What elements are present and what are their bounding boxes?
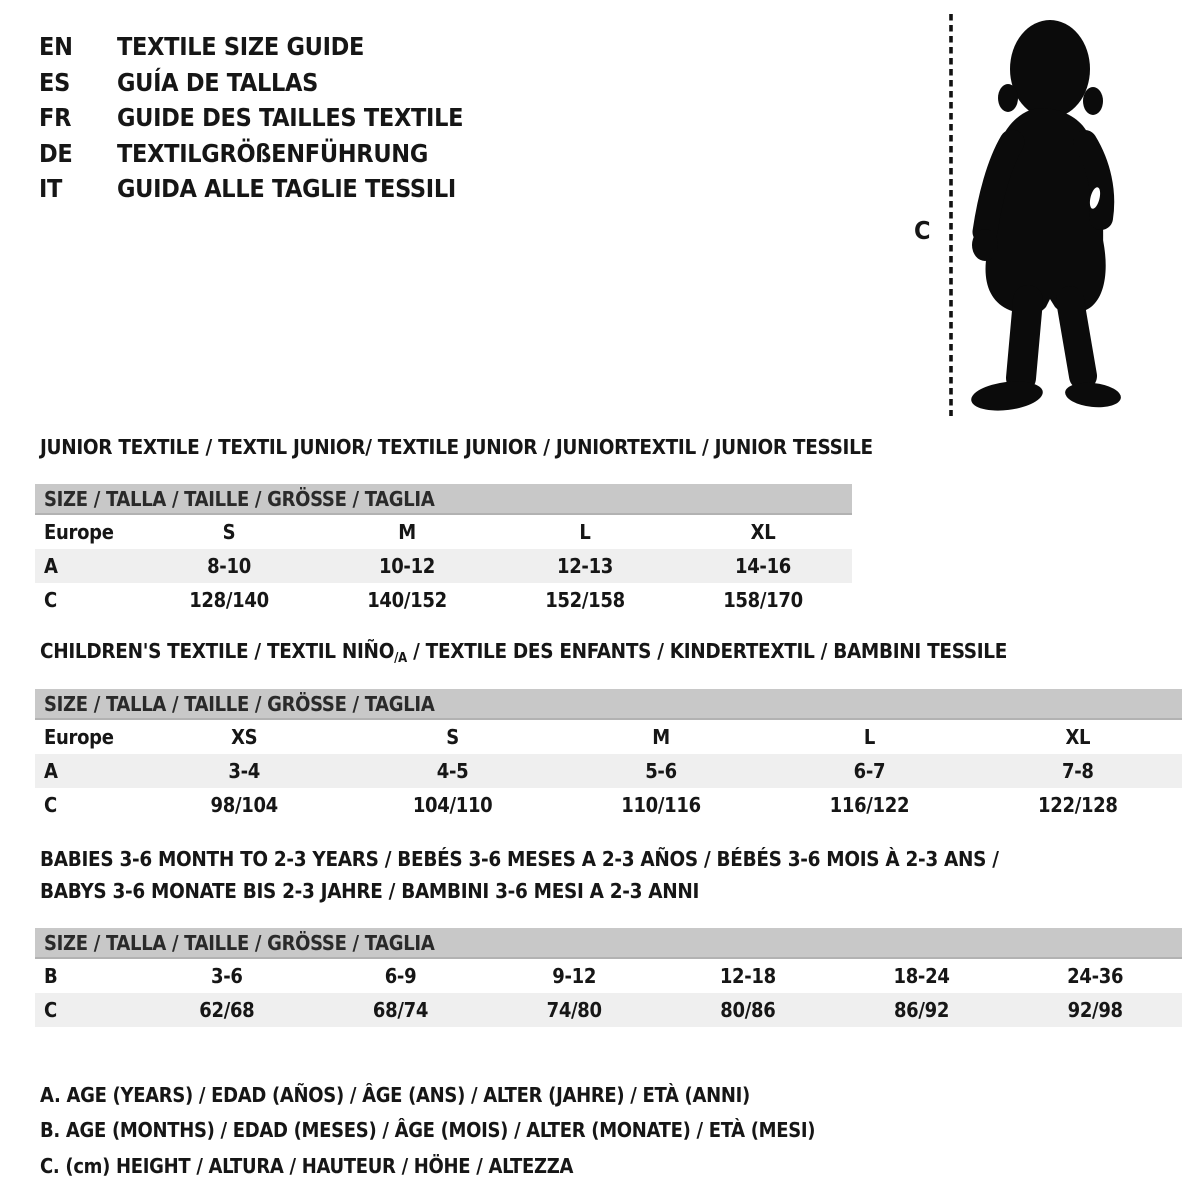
table-cell: XL [750, 520, 776, 544]
table-cell: 3-4 [228, 759, 261, 783]
table-cell: 116/122 [829, 793, 910, 817]
table-cell: 24-36 [1067, 964, 1124, 988]
legend-line-a: A. AGE (YEARS) / EDAD (AÑOS) / ÂGE (ANS) / ALTER (JAHRE) / ETÀ (ANNI) [40, 1082, 750, 1107]
table-cell: 5-6 [645, 759, 677, 783]
table-cell: M [398, 520, 416, 544]
table-cell: 3-6 [211, 964, 243, 988]
table-cell: 152/158 [545, 588, 625, 612]
row-label: C [44, 588, 57, 612]
table-cell: S [446, 725, 459, 749]
table-cell: 18-24 [893, 964, 950, 988]
table-cell: 80/86 [720, 998, 776, 1022]
babies-size-table [35, 928, 1182, 1027]
language-code: IT [39, 174, 63, 204]
dashed-height-line [948, 14, 954, 416]
babies-section-heading [40, 843, 999, 907]
children-section-heading [40, 640, 1007, 670]
table-cell: 8-10 [207, 554, 251, 578]
size-header-bar: SIZE / TALLA / TAILLE / GRÖSSE / TAGLIA [35, 928, 1182, 959]
table-cell: M [652, 725, 670, 749]
table-row [35, 720, 1182, 754]
table-row [35, 515, 852, 549]
list-item [39, 171, 463, 207]
table-row [35, 993, 1182, 1027]
table-cell: 110/116 [621, 793, 701, 817]
table-cell: 12-18 [719, 964, 776, 988]
language-code: FR [39, 103, 72, 133]
guide-title: GUÍA DE TALLAS [117, 67, 319, 97]
list-item [39, 29, 463, 65]
list-item [39, 100, 463, 136]
babies-heading-line2: BABYS 3-6 MONATE BIS 2-3 JAHRE / BAMBINI 3-6 MESI A 2-3 ANNI [40, 879, 700, 903]
table-cell: XL [1065, 725, 1091, 749]
babies-heading-line1: BABIES 3-6 MONTH TO 2-3 YEARS / BEBÉS 3-6 MESES A 2-3 AÑOS / BÉBÉS 3-6 MOIS À 2-3 ANS / [40, 847, 999, 871]
children-size-table [35, 689, 1182, 822]
measurement-legend [40, 1077, 815, 1184]
language-code: EN [39, 32, 73, 62]
table-row [35, 959, 1182, 993]
table-cell: L [579, 520, 591, 544]
table-row [35, 788, 1182, 822]
table-cell: 12-13 [556, 554, 614, 578]
table-cell: 4-5 [436, 759, 469, 783]
size-header-bar: SIZE / TALLA / TAILLE / GRÖSSE / TAGLIA [35, 484, 852, 515]
language-title-list [39, 29, 463, 207]
row-label: C [44, 998, 57, 1022]
table-row [35, 754, 1182, 788]
list-item [39, 136, 463, 172]
table-cell: 104/110 [412, 793, 493, 817]
table-cell: 62/68 [199, 998, 255, 1022]
children-heading-suffix: / TEXTILE DES ENFANTS / KINDERTEXTIL / BAMBINI TESSILE [407, 639, 1008, 663]
children-heading-subscript: /A [394, 651, 408, 666]
table-cell: 140/152 [367, 588, 447, 612]
table-cell: L [863, 725, 875, 749]
children-heading-prefix: CHILDREN'S TEXTILE / TEXTIL NIÑO [40, 639, 395, 663]
guide-title: TEXTILGRÖßENFÜHRUNG [117, 138, 428, 168]
toddler-silhouette-icon [966, 12, 1144, 416]
table-cell: 128/140 [189, 588, 269, 612]
table-cell: 6-9 [384, 964, 417, 988]
language-code: DE [39, 138, 73, 168]
junior-section-heading: JUNIOR TEXTILE / TEXTIL JUNIOR/ TEXTILE JUNIOR / JUNIORTEXTIL / JUNIOR TESSILE [40, 435, 873, 459]
table-cell: 122/128 [1038, 793, 1118, 817]
table-cell: 6-7 [853, 759, 886, 783]
table-cell: 74/80 [546, 998, 602, 1022]
row-label: A [44, 759, 58, 783]
table-cell: 98/104 [210, 793, 278, 817]
row-label: Europe [44, 725, 114, 749]
row-label: C [44, 793, 57, 817]
legend-line-b: B. AGE (MONTHS) / EDAD (MESES) / ÂGE (MOIS) / ALTER (MONATE) / ETÀ (MESI) [40, 1118, 816, 1143]
list-item [39, 65, 463, 101]
table-cell: XS [231, 725, 258, 749]
table-cell: 158/170 [723, 588, 803, 612]
row-label: A [44, 554, 58, 578]
table-row [35, 549, 852, 583]
row-label: B [44, 964, 58, 988]
table-cell: S [222, 520, 236, 544]
table-cell: 9-12 [552, 964, 597, 988]
row-label: Europe [44, 520, 114, 544]
table-cell: 7-8 [1062, 759, 1094, 783]
table-cell: 92/98 [1067, 998, 1123, 1022]
guide-title: GUIDA ALLE TAGLIE TESSILI [117, 174, 456, 204]
language-code: ES [39, 67, 70, 97]
table-row [35, 583, 852, 617]
table-cell: 86/92 [893, 998, 950, 1022]
legend-line-c: C. (cm) HEIGHT / ALTURA / HAUTEUR / HÖHE / ALTEZZA [40, 1153, 574, 1178]
size-header-bar: SIZE / TALLA / TAILLE / GRÖSSE / TAGLIA [35, 689, 1182, 720]
height-measure-label: C [914, 216, 931, 245]
table-cell: 68/74 [372, 998, 429, 1022]
guide-title: TEXTILE SIZE GUIDE [117, 32, 365, 62]
guide-title: GUIDE DES TAILLES TEXTILE [117, 103, 464, 133]
table-cell: 14-16 [734, 554, 792, 578]
junior-size-table [35, 484, 852, 617]
table-cell: 10-12 [378, 554, 436, 578]
